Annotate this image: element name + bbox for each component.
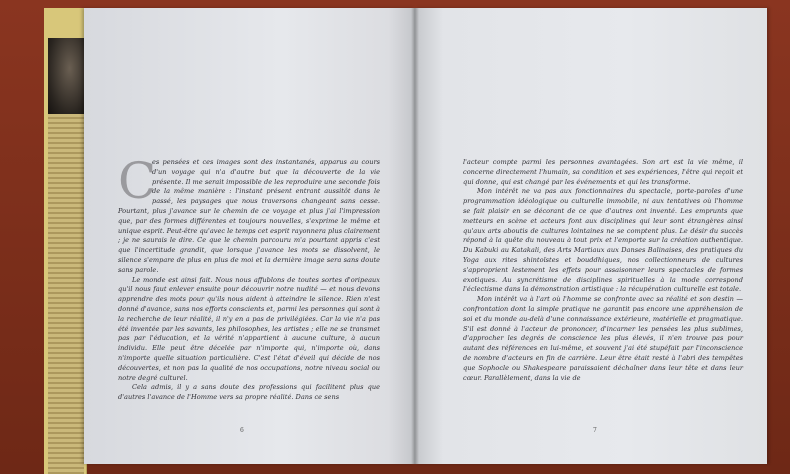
left-page-text <box>118 152 380 403</box>
paragraph: es pensées et ces images sont des instantanés, apparus au cours d'un voyage qui n'a d'autre but que la découverte de la vie présente. Il me serait impossible de les reproduire une seconde fois de la même manière : l'instant présent entrant aussitôt dans le passé, les paysages que nous traversons changeant sans cesse. Pourtant, plus j'avance sur le chemin de ce voyage et plus j'ai l'impression que, par des formes différentes et toujours nouvelles, s'exprime le même et unique esprit. Peut-être qu'avec le temps cet esprit rayonnera plus clairement ; je ne saurais le dire. Ce que le chemin parcouru m'a pourtant appris c'est que l'incertitude grandit, que lorsque j'avance les mots se dissolvent, le silence s'empare de plus en plus de moi et la dernière image sera sans doute sans parole. <box>118 158 380 274</box>
paragraph: Mon intérêt ne va pas aux fonctionnaires du spectacle, porte-paroles d'une programmation idéologique ou culturelle immobile, ni aux tentatives où l'homme se fait plaisir en se décorant de ce que d'autres ont inventé. Les emprunts que metteurs en scène et acteurs font aux disciplines qui leur sont étrangères ainsi qu'aux arts aboutis de cultures lointaines ne se comptent plus. Le désir du succès répond à la quête du nouveau à tout prix et l'emporte sur la création authentique. Du Kabuki au Katakali, des Arts Martiaux aux Danses Balinaises, des pratiques du Yoga aux rites shintoïstes et bouddhiques, nos collectionneurs de cultures s'approprient lestement les effets pour assaisonner leurs spectacles de formes exotiques. Au syncrétisme de disciplines spirituelles à la mode correspond l'éclectisme dans la démonstration artistique : la récupération culturelle est totale. <box>463 187 743 294</box>
left-page <box>84 8 415 464</box>
paragraph: Mon intérêt va à l'art où l'homme se confronte avec sa réalité et son destin — confrontation dont la simple pratique ne garantit pas encore une appréhension de soi et du monde au-delà d'une connaissance extérieure, matérielle et pragmatique. S'il est donné à l'acteur de prononcer, d'incarner les pensées les plus sublimes, d'approcher les degrés de conscience les plus élevés, il n'en trouve pas pour autant des références en lui-même, et souvent j'ai été stupéfait par l'inconscience de nombre d'acteurs en fin de carrière. Leur être était resté à l'abri des tempêtes que Sophocle ou Shakespeare paraissaient déchaîner dans leur tête et dans leur cœur. Parallèlement, dans la vie de <box>463 295 743 382</box>
cover-photo <box>48 38 84 114</box>
paragraph: l'acteur compte parmi les personnes avantagées. Son art est la vie même, il concerne directement l'humain, sa condition et ses expériences, l'être qui reçoit et qui donne, qui est changé par les événements et qui les transforme. <box>463 158 743 186</box>
cover-spine-text <box>48 114 84 474</box>
drop-cap: C <box>118 152 157 210</box>
paragraph: Le monde est ainsi fait. Nous nous affublons de toutes sortes d'oripeaux qu'il nous faut enlever ensuite pour découvrir notre nudité — et nous devons apprendre des mots pour qu'ils nous aident à atteindre le silence. Rien n'est donné d'avance, sans nos efforts conscients et, parmi les personnes qui sont à la recherche de leur réalité, il n'y en a pas de privilégiées. Car la vie n'a pas été inventée par les savants, les philosophes, les artistes ; elle ne se transmet pas par l'éducation, et la vérité n'appartient à aucune culture, à aucun individu. Elle peut être décelée par n'importe qui, n'importe où, dans n'importe quelle situation particulière. C'est l'état d'éveil qui décide de nos découvertes, et non pas la qualité de nos occupations, notre niveau social ou notre degré culturel. <box>118 275 380 382</box>
paragraph: Cela admis, il y a sans doute des professions qui facilitent plus que d'autres l'avance de l'Homme vers sa propre réalité. Dans ce sens <box>118 383 380 402</box>
page-number: 7 <box>593 427 597 434</box>
right-page <box>415 8 767 464</box>
page-number: 6 <box>240 427 244 434</box>
book-gutter <box>411 8 419 464</box>
right-page-text <box>463 158 743 383</box>
